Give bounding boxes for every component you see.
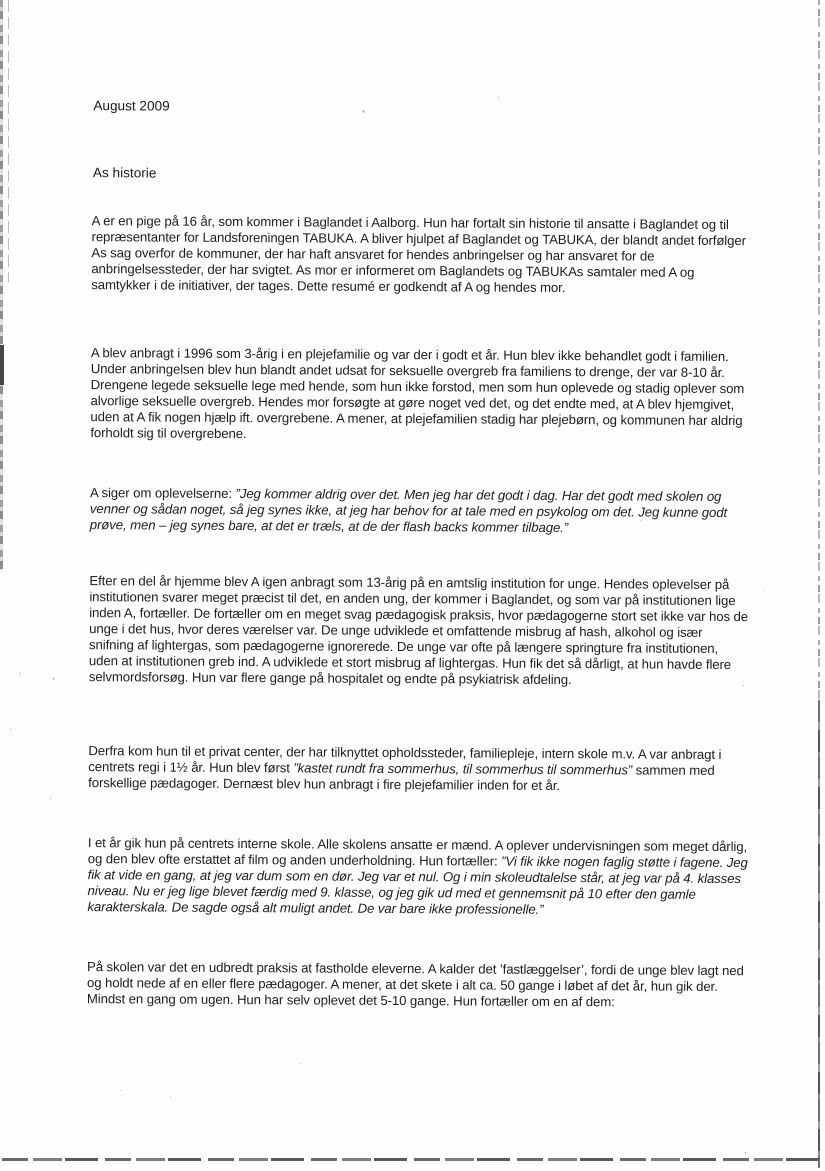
text-segment: A blev anbragt i 1996 som 3-årig i en plejefamilie og var der i godt et år. Hun blev ikke behandlet godt i familien. Under anbringelsen blev hun blandt andet udsat for seksuelle overgreb fra familiens to drenge, der var 8-10 år. Drengene legede seksuelle lege med hende, som hun ikke forstod, men som hun oplevede og stadig oplever som alvorlige seksuelle overgreb. Hendes mor forsøgte at gøre noget ved det, og det endte med, at A blev hjemgivet, uden at A fik nogen hjælp ift. overgrebene. A mener, at plejefamilien stadig har plejebørn, og kommunen har aldrig forholdt sig til overgrebene. bbox=[90, 345, 745, 442]
text-segment: På skolen var det en udbredt praksis at fastholde eleverne. A kalder det ’fastlæggelser’, fordi de unge blev lagt ned og holdt nede af en eller flere pædagoger. A mener, at det skete i alt ca. 50 gange i løbet af det år, hun gik der. Mindst en gang om ugen. Hun har selv oplevet det 5-10 gange. Hun fortæller om en af dem: bbox=[86, 959, 744, 1010]
quote-text-segment: ”Vi fik ikke nogen faglig støtte i fagene. Jeg fik at vide en gang, at jeg var dum som en dør. Jeg var et nul. Og i min skoleudtalelse står, at jeg var på 4. klasses niveau. Nu er jeg lige blevet færdig med 9. klasse, og jeg gik ud med et gennemsnit på 10 efter den gamle karakterskala. De sagde også alt muligt andet. De var bare ikke professionelle.” bbox=[87, 853, 748, 917]
text-segment: Efter en del år hjemme blev A igen anbragt som 13-årig på en amtslig institution for unge. Hendes oplevelser på institutionen svarer meget præcist til det, en anden ung, der kommer i Baglandet, og som var på institutionen lige inden A, fortæller. De fortæller om en meget svag pædagogisk praksis, hvor pædagogerne stort set ikke var hos de unge i det hus, hvor deres værelser var. De unge udviklede et omfattende misbrug af hash, alkohol og især snifning af lightergas, som pædagogerne ignorerede. De unge var ofte på længere springture fra institutionen, uden at institutionen greb ind. A udviklede et stort misbrug af lightergas. Hun fik det så dårligt, at hun havde flere selvmordsforsøg. Hun var flere gange på hospitalet og endte på psykiatrisk afdeling. bbox=[88, 573, 749, 688]
document-date: August 2009 bbox=[93, 98, 170, 114]
document-title: As historie bbox=[92, 165, 157, 181]
text-segment: A siger om oplevelserne: bbox=[89, 485, 236, 502]
text-segment: Derfra kom hun til et privat center, der har tilknyttet opholdssteder, familiepleje, intern skole m.v. A var anbragt i centrets regi i 1½ år. Hun blev først bbox=[88, 743, 722, 776]
text-segment: sammen med forskellige pædagoger. Dernæst blev hun anbragt i fire plejefamilier inden for et år. bbox=[88, 762, 715, 793]
paragraph-private-center bbox=[88, 743, 748, 795]
paragraph-quote-experiences bbox=[90, 485, 750, 537]
text-segment: A er en pige på 16 år, som kommer i Baglandet i Aalborg. Hun har fortalt sin historie til ansatte i Baglandet og til repræsentanter for Landsforeningen TABUKA. A bliver hjulpet af Baglandet og TABUKA, der blandt andet forfølger As sag overfor de kommuner, der har haft ansvaret for hendes anbringelser og har ansvaret for de anbringelsessteder, der har svigtet. As mor er informeret om Baglandets og TABUKAs samtaler med A og samtykker i de initiativer, der tages. Dette resumé er godkendt af A og hendes mor. bbox=[91, 213, 746, 296]
paragraph-institution bbox=[89, 573, 750, 689]
paragraph-intro bbox=[91, 213, 751, 297]
quote-text-segment: ”kastet rundt fra sommerhus, til sommerhus til sommerhus” bbox=[293, 760, 633, 778]
paragraph-internal-school bbox=[87, 835, 747, 919]
paragraph-restraint-practice bbox=[87, 959, 747, 1011]
paragraph-foster-family bbox=[90, 345, 751, 445]
quote-text-segment: ”Jeg kommer aldrig over det. Men jeg har det godt i dag. Har det godt med skolen og venner og sådan noget, så jeg synes ikke, at jeg har behov for at tale med en psykolog om det. Jeg kunne godt prøve, men – jeg synes bare, at det er træls, at de der flash backs kommer tilbage.” bbox=[89, 486, 728, 536]
text-segment: I et år gik hun på centrets interne skole. Alle skolens ansatte er mænd. A oplever undervisningen som meget dårlig, og den blev ofte erstattet af film og anden underholdning. Hun fortæller: bbox=[87, 835, 748, 869]
